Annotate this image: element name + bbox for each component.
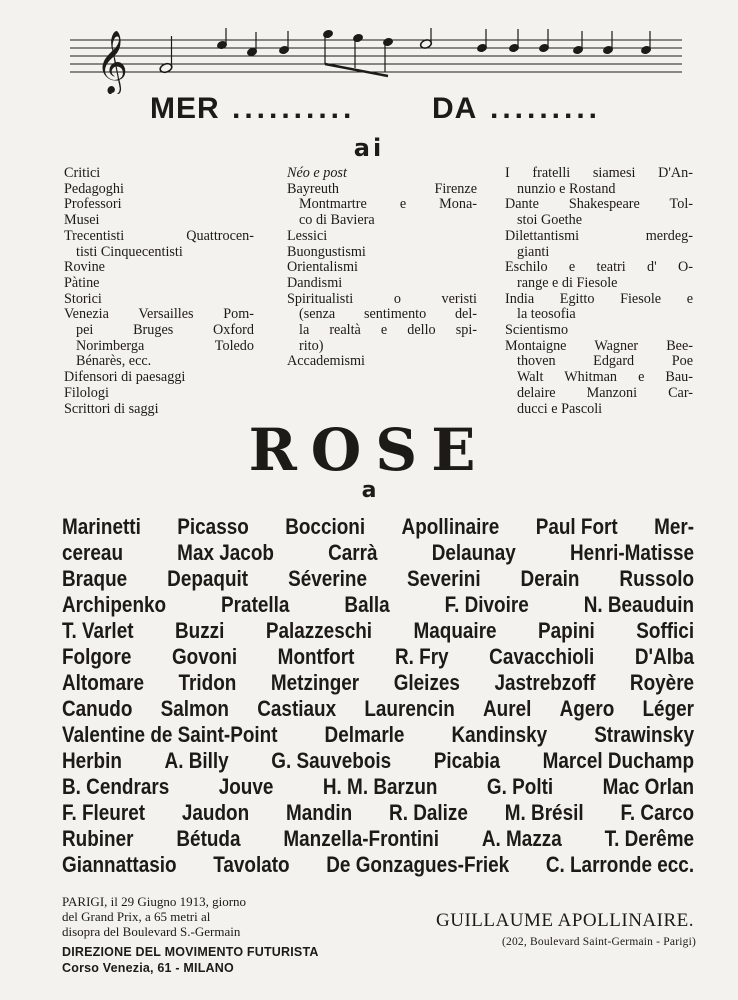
list-item: Accademismi [287,353,366,370]
list-item: co di Baviera [299,212,375,229]
list-item: nunzio e Rostand [517,180,616,197]
list-item: la realtà e dello spi- [299,322,477,339]
name-item: R. Fry [394,644,449,669]
name-item: Rubiner [62,826,134,851]
staff-lines [70,40,682,72]
name-item: D'Alba [634,644,695,669]
list-item: Pedagoghi [64,180,124,197]
name-item: Tridon [178,670,237,695]
name-item: Castiaux [257,696,337,721]
name-item: Altomare [62,670,145,695]
list-item: Scrittori di saggi [64,400,159,417]
names-row [62,670,694,696]
name-item: Jouve [218,774,274,799]
names-row [62,514,694,540]
list-item: Norimberga Toledo [76,337,254,354]
name-item: Salmon [160,696,230,721]
signature-address: (202, Boulevard Saint-Germain - Parigi) [502,936,696,948]
list-item: Scientismo [505,322,569,339]
name-item: Marcel Duchamp [542,748,695,773]
name-item: Paul Fort [535,514,618,539]
name-item: C. Larronde ecc. [545,852,695,877]
direction-address: Corso Venezia, 61 - MILANO [62,961,234,975]
name-item: F. Divoire [444,592,529,617]
name-item: Metzinger [270,670,360,695]
list-item: Lessici [287,227,328,244]
name-item: Papini [538,618,595,643]
column-merda-2 [287,166,477,370]
name-item: Balla [344,592,390,617]
name-item: Manzella-Frontini [283,826,439,851]
footer-line: disopra del Boulevard S.-Germain [62,924,241,939]
names-row [62,800,694,826]
names-row [62,592,694,618]
name-item: Boccioni [285,514,366,539]
list-item: ducci e Pascoli [517,400,603,417]
list-item: Montmartre e Mona- [299,196,477,213]
list-item: Walt Whitman e Bau- [517,369,693,386]
names-row [62,566,694,592]
name-item: Mac Orlan [602,774,695,799]
name-item: Marinetti [62,514,141,539]
name-item: Max Jacob [177,540,274,565]
name-item: Gleizes [393,670,460,695]
list-item: rito) [299,337,324,354]
rose-title: ROSE [248,416,490,484]
name-item: M. Brésil [504,800,584,825]
names-row [62,618,694,644]
heading-mer: MER [150,92,220,125]
name-item: Folgore [62,644,132,669]
list-item: Bayreuth Firenze [287,180,477,197]
list-item: Musei [64,212,100,229]
name-item: G. Polti [486,774,554,799]
list-item: Dandismi [287,274,343,291]
list-item: Montaigne Wagner Bee- [505,337,693,354]
list-item: Pàtine [64,274,100,291]
name-item: N. Beauduin [583,592,695,617]
name-item: Depaquit [167,566,249,591]
name-item: cereau [62,540,124,565]
list-item: Professori [64,196,122,213]
name-item: Archipenko [62,592,167,617]
name-item: Séverine [288,566,367,591]
signature: GUILLAUME APOLLINAIRE. [436,910,694,931]
name-item: A. Mazza [481,826,562,851]
name-item: Valentine de Saint-Point [62,722,278,747]
list-item: la teosofia [517,306,576,323]
name-item: Jaudon [181,800,250,825]
name-item: Kandinsky [451,722,548,747]
heading [150,92,670,132]
footer-place-date [62,894,332,939]
name-item: Govoni [171,644,238,669]
subheading-a: a [361,478,377,503]
music-notes [159,28,651,76]
name-item: Derain [520,566,580,591]
name-item: Royère [629,670,695,695]
name-item: De Gonzagues-Friek [326,852,510,877]
names-row [62,722,694,748]
name-item: Maquaire [413,618,497,643]
subheading-ai: ai [353,134,385,162]
name-item: Palazzeschi [265,618,373,643]
name-item: Delmarle [324,722,405,747]
name-item: Tavolato [213,852,290,877]
heading-dots-2: ......... [490,92,602,125]
list-item: Difensori di paesaggi [64,369,186,386]
name-item: Giannattasio [62,852,177,877]
name-item: Léger [642,696,695,721]
name-item: Delaunay [431,540,516,565]
name-item: Strawinsky [594,722,695,747]
direction-title: DIREZIONE DEL MOVIMENTO FUTURISTA [62,945,319,959]
name-item: Braque [62,566,128,591]
name-item: Picabia [433,748,501,773]
name-item: Aurel [482,696,532,721]
name-item: Cavacchioli [489,644,595,669]
list-item: (senza sentimento del- [299,306,477,323]
list-item: Spiritualisti o veristi [287,290,477,307]
name-item: Laurencin [364,696,455,721]
list-item: Rovine [64,259,105,276]
name-item: T. Varlet [62,618,134,643]
list-item: stoi Goethe [517,212,583,229]
list-item: Venezia Versailles Pom- [64,306,254,323]
list-item: delaire Manzoni Car- [517,384,693,401]
list-item: Buongustismi [287,243,366,260]
list-item: Storici [64,290,102,307]
list-item: Dilettantismi merdeg- [505,227,693,244]
list-item: tisti Cinquecentisti [76,243,183,260]
heading-da: DA [432,92,478,125]
list-item: range e di Fiesole [517,274,618,291]
heading-dots-1: .......... [232,92,356,125]
column-merda-3 [505,166,693,417]
name-item: Apollinaire [401,514,500,539]
list-item: pei Bruges Oxford [76,322,254,339]
name-item: Herbin [62,748,122,773]
list-item: Filologi [64,384,109,401]
list-item: thoven Edgard Poe [517,353,693,370]
name-item: Henri-Matisse [570,540,695,565]
names-row [62,540,694,566]
name-item: Mer- [654,514,695,539]
name-item: Buzzi [174,618,225,643]
list-item: Trecentisti Quattrocen- [64,227,254,244]
name-item: R. Dalize [389,800,468,825]
name-item: G. Sauvebois [271,748,392,773]
names-row [62,696,694,722]
treble-clef-icon: 𝄞 [96,30,128,93]
list-item: I fratelli siamesi D'An- [505,165,693,181]
names-row [62,644,694,670]
list-item: gianti [517,243,550,260]
footer-direction [62,944,319,976]
name-item: Soffici [636,618,695,643]
name-item: F. Carco [620,800,695,825]
column-merda-1 [64,166,254,417]
footer-line: del Grand Prix, a 65 metri al [62,909,211,924]
name-item: Agero [559,696,615,721]
name-item: A. Billy [164,748,229,773]
name-item: Severini [406,566,481,591]
list-item: Bénarès, ecc. [76,353,152,370]
name-item: B. Cendrars [62,774,170,799]
name-item: H. M. Barzun [322,774,438,799]
name-item: Montfort [277,644,355,669]
name-item: F. Fleuret [62,800,146,825]
name-item: Russolo [619,566,695,591]
names-row [62,774,694,800]
list-item: Néo e post [287,165,347,181]
name-item: Jastrebzoff [494,670,596,695]
list-item: Orientalismi [287,259,358,276]
name-item: T. Derême [604,826,695,851]
name-item: Picasso [177,514,249,539]
name-item: Mandin [286,800,353,825]
rose-names-list [62,514,694,878]
name-item: Bétuda [176,826,241,851]
name-item: Canudo [62,696,133,721]
name-item: Carrà [328,540,378,565]
list-item: India Egitto Fiesole e [505,290,693,307]
names-row [62,852,694,878]
name-item: Pratella [221,592,290,617]
names-row [62,826,694,852]
names-row [62,748,694,774]
list-item: Eschilo e teatri d' O- [505,259,693,276]
music-staff [70,28,682,94]
list-item: Critici [64,165,101,181]
list-item: Dante Shakespeare Tol- [505,196,693,213]
footer-line: PARIGI, il 29 Giugno 1913, giorno [62,894,247,909]
